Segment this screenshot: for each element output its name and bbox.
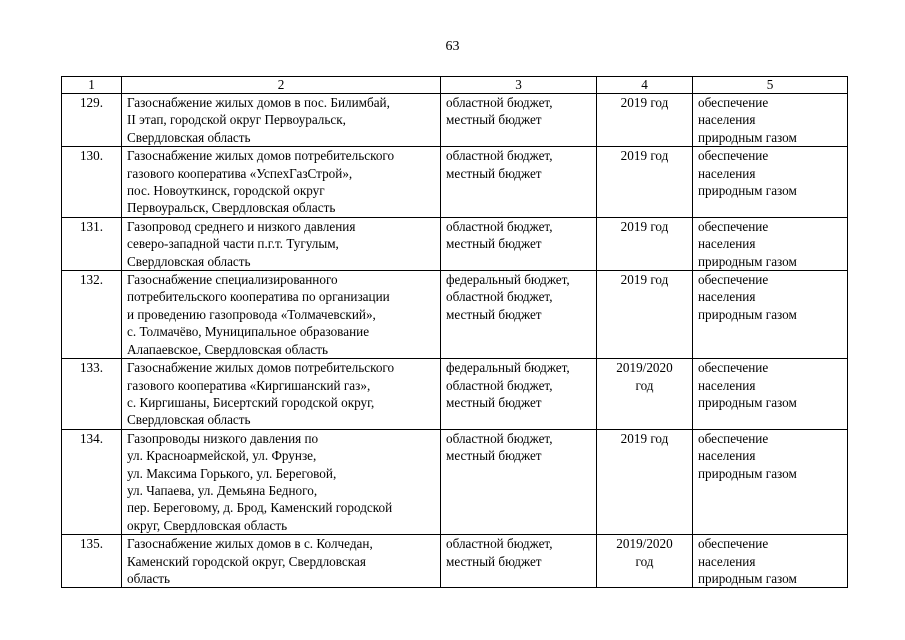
table-row: [62, 147, 848, 218]
funding-source-line: областной бюджет,: [446, 536, 553, 552]
project-name-line: Газоснабжение жилых домов в с. Колчедан,: [127, 536, 373, 552]
table-header-row: [62, 77, 848, 94]
project-purpose-line: обеспечение: [698, 430, 769, 446]
funding-source-line: областной бюджет,: [446, 148, 553, 164]
project-name-line: Газоснабжение жилых домов потребительского: [127, 148, 395, 164]
project-name-line: область: [127, 570, 171, 586]
project-purpose-cell: [693, 359, 848, 430]
page-number: 63: [445, 39, 460, 54]
project-purpose-line: обеспечение: [698, 148, 769, 164]
funding-source-cell: [441, 271, 597, 359]
funding-source-cell: [441, 147, 597, 218]
implementation-year-line: 2019 год: [620, 148, 669, 164]
project-name-line: ул. Максима Горького, ул. Береговой,: [127, 465, 337, 481]
project-purpose-line: населения: [698, 289, 756, 305]
funding-source-cell: [441, 359, 597, 430]
project-name-cell: [122, 217, 441, 270]
project-purpose-line: природным газом: [698, 183, 797, 199]
project-purpose-line: населения: [698, 553, 756, 569]
project-purpose-cell: [693, 217, 848, 270]
project-name-line: Алапаевское, Свердловская область: [127, 341, 329, 357]
implementation-year-line: 2019/2020: [616, 536, 673, 552]
project-name-line: ул. Красноармейской, ул. Фрунзе,: [127, 448, 317, 464]
table-row: [62, 94, 848, 147]
implementation-year-line: год: [635, 553, 654, 569]
project-purpose-line: обеспечение: [698, 95, 769, 110]
funding-source-line: областной бюджет,: [446, 218, 553, 234]
funding-source-cell: [441, 429, 597, 534]
project-name-line: с. Толмачёво, Муниципальное образование: [127, 324, 370, 340]
project-purpose-cell: [693, 535, 848, 588]
project-name-line: Свердловская область: [127, 253, 251, 269]
funding-source-line: областной бюджет,: [446, 377, 553, 393]
table-row: [62, 535, 848, 588]
project-purpose-line: обеспечение: [698, 218, 769, 234]
row-number-cell: 135.: [62, 535, 122, 588]
header-col-3: 3: [441, 77, 597, 94]
project-purpose-line: природным газом: [698, 129, 797, 145]
row-number-cell: 133.: [62, 359, 122, 430]
funding-source-line: федеральный бюджет,: [446, 272, 570, 288]
funding-source-line: областной бюджет,: [446, 95, 553, 110]
project-name-cell: [122, 147, 441, 218]
funding-source-line: местный бюджет: [446, 236, 542, 252]
project-purpose-line: природным газом: [698, 465, 797, 481]
implementation-year-cell: [597, 429, 693, 534]
table-row: [62, 429, 848, 534]
project-purpose-line: населения: [698, 165, 756, 181]
implementation-year-cell: [597, 94, 693, 147]
project-purpose-line: обеспечение: [698, 360, 769, 376]
project-name-line: Газоснабжение жилых домов в пос. Билимбай,: [127, 95, 390, 110]
project-name-line: Газопроводы низкого давления по: [127, 430, 319, 446]
project-purpose-line: населения: [698, 112, 756, 128]
project-purpose-line: природным газом: [698, 306, 797, 322]
project-purpose-line: природным газом: [698, 570, 797, 586]
project-purpose-cell: [693, 94, 848, 147]
funding-source-cell: [441, 94, 597, 147]
project-purpose-line: обеспечение: [698, 536, 769, 552]
project-name-cell: [122, 271, 441, 359]
project-name-line: пер. Береговому, д. Брод, Каменский городской: [127, 500, 393, 516]
funding-source-cell: [441, 217, 597, 270]
project-name-line: Каменский городской округ, Свердловская: [127, 553, 366, 569]
implementation-year-line: 2019/2020: [616, 360, 673, 376]
funding-source-line: местный бюджет: [446, 306, 542, 322]
funding-source-line: местный бюджет: [446, 448, 542, 464]
implementation-year-cell: [597, 359, 693, 430]
implementation-year-line: 2019 год: [620, 218, 669, 234]
table-row: [62, 217, 848, 270]
funding-source-cell: [441, 535, 597, 588]
table-row: [62, 271, 848, 359]
table-body: [62, 94, 848, 588]
project-name-line: с. Киргишаны, Бисертский городской округ,: [127, 394, 375, 410]
implementation-year-line: год: [635, 377, 654, 393]
project-purpose-cell: [693, 271, 848, 359]
row-number-cell: 134.: [62, 429, 122, 534]
implementation-year-line: 2019 год: [620, 272, 669, 288]
header-col-5: 5: [693, 77, 848, 94]
row-number-cell: 131.: [62, 217, 122, 270]
header-col-2: 2: [122, 77, 441, 94]
funding-source-line: местный бюджет: [446, 165, 542, 181]
implementation-year-line: 2019 год: [620, 430, 669, 446]
row-number-cell: 129.: [62, 94, 122, 147]
project-name-line: ул. Чапаева, ул. Демьяна Бедного,: [127, 482, 318, 498]
funding-source-line: местный бюджет: [446, 553, 542, 569]
implementation-year-cell: [597, 535, 693, 588]
implementation-year-cell: [597, 147, 693, 218]
table-row: [62, 359, 848, 430]
project-name-line: Свердловская область: [127, 129, 251, 145]
project-purpose-line: обеспечение: [698, 272, 769, 288]
project-name-line: и проведению газопровода «Толмачевский»,: [127, 306, 376, 322]
project-purpose-line: населения: [698, 377, 756, 393]
project-name-line: потребительского кооператива по организации: [127, 289, 390, 305]
project-name-cell: [122, 535, 441, 588]
project-name-cell: [122, 94, 441, 147]
project-name-line: Свердловская область: [127, 412, 251, 428]
project-name-line: газового кооператива «Киргишанский газ»,: [127, 377, 371, 393]
project-name-cell: [122, 359, 441, 430]
project-name-line: Газоснабжение специализированного: [127, 272, 338, 288]
funding-source-line: областной бюджет,: [446, 289, 553, 305]
header-col-4: 4: [597, 77, 693, 94]
project-name-line: пос. Новоуткинск, городской округ: [127, 183, 325, 199]
funding-source-line: федеральный бюджет,: [446, 360, 570, 376]
row-number-cell: 132.: [62, 271, 122, 359]
implementation-year-line: 2019 год: [620, 95, 669, 110]
project-name-line: Газоснабжение жилых домов потребительского: [127, 360, 395, 376]
project-purpose-line: природным газом: [698, 253, 797, 269]
projects-table: [61, 76, 848, 588]
project-name-line: северо-западной части п.г.т. Тугулым,: [127, 236, 339, 252]
project-name-line: II этап, городской округ Первоуральск,: [127, 112, 346, 128]
implementation-year-cell: [597, 217, 693, 270]
funding-source-line: областной бюджет,: [446, 430, 553, 446]
project-purpose-cell: [693, 429, 848, 534]
row-number-cell: 130.: [62, 147, 122, 218]
implementation-year-cell: [597, 271, 693, 359]
funding-source-line: местный бюджет: [446, 112, 542, 128]
project-name-line: Газопровод среднего и низкого давления: [127, 218, 356, 234]
header-col-1: 1: [62, 77, 122, 94]
funding-source-line: местный бюджет: [446, 394, 542, 410]
project-purpose-cell: [693, 147, 848, 218]
project-name-line: Первоуральск, Свердловская область: [127, 200, 336, 216]
project-name-cell: [122, 429, 441, 534]
project-purpose-line: населения: [698, 236, 756, 252]
project-name-line: округ, Свердловская область: [127, 517, 288, 533]
project-name-line: газового кооператива «УспехГазСтрой»,: [127, 165, 353, 181]
project-purpose-line: населения: [698, 448, 756, 464]
project-purpose-line: природным газом: [698, 394, 797, 410]
